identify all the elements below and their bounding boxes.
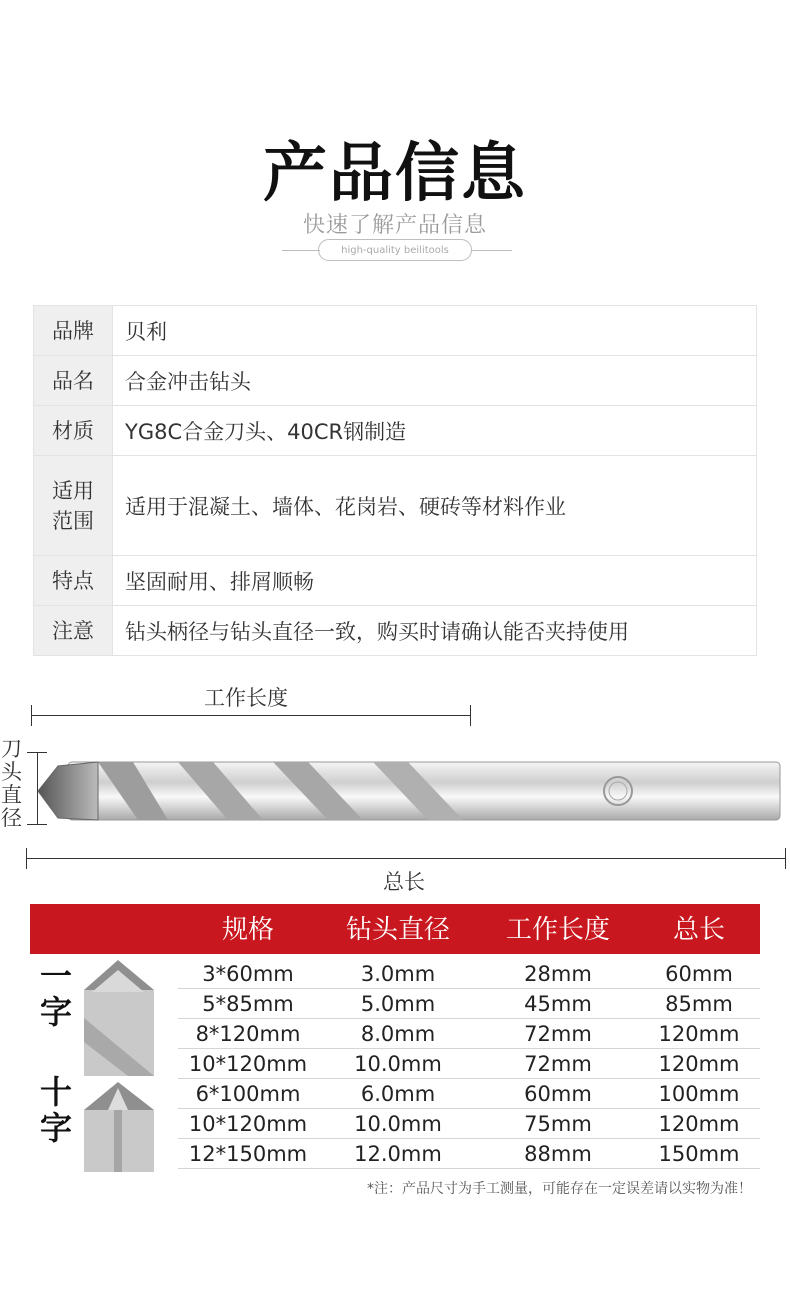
cell-spec: 10*120mm (188, 1112, 308, 1136)
info-value: YG8C合金刀头、40CR钢制造 (113, 406, 757, 456)
cell-total-length: 100mm (658, 1082, 740, 1106)
info-row-brand (34, 306, 757, 356)
cell-spec: 10*120mm (188, 1052, 308, 1076)
info-key: 品牌 (34, 306, 113, 356)
cross-tip-image (78, 1080, 160, 1172)
info-key: 品名 (34, 356, 113, 406)
info-key: 适用 范围 (34, 456, 113, 556)
cell-diameter: 5.0mm (360, 992, 436, 1016)
product-info-table (33, 305, 757, 656)
head-diameter-char: 头 (1, 760, 22, 784)
cell-total-length: 120mm (658, 1112, 740, 1136)
cell-diameter: 6.0mm (360, 1082, 436, 1106)
cell-working-length: 88mm (524, 1142, 592, 1166)
working-length-tick-right (470, 705, 471, 726)
info-value: 合金冲击钻头 (113, 356, 757, 406)
working-length-label: 工作长度 (204, 686, 288, 710)
total-length-line (26, 858, 786, 859)
cell-working-length: 60mm (524, 1082, 592, 1106)
type-char: 一 (39, 957, 72, 995)
info-value: 适用于混凝土、墙体、花岗岩、硬砖等材料作业 (113, 456, 757, 556)
cell-working-length: 72mm (524, 1052, 592, 1076)
header-working-length: 工作长度 (505, 915, 610, 945)
head-diameter-char: 径 (1, 806, 22, 830)
cell-total-length: 120mm (658, 1052, 740, 1076)
cell-spec: 5*85mm (202, 992, 294, 1016)
straight-tip-image (78, 958, 160, 1076)
header-spec: 规格 (221, 915, 274, 945)
head-diameter-char: 直 (1, 783, 22, 807)
total-length-tick-left (26, 848, 27, 869)
cell-spec: 8*120mm (195, 1022, 301, 1046)
cell-diameter: 12.0mm (354, 1142, 442, 1166)
table-row (178, 1138, 760, 1169)
info-row-note (34, 606, 757, 656)
type-char: 字 (39, 993, 72, 1031)
header-diameter: 钻头直径 (345, 915, 450, 945)
table-row (178, 1048, 760, 1079)
head-diameter-char: 刀 (1, 737, 22, 761)
cell-total-length: 150mm (658, 1142, 740, 1166)
table-row (178, 988, 760, 1019)
brand-tag: high-quality beilitools (318, 239, 472, 261)
head-diameter-label (1, 738, 23, 830)
cell-total-length: 85mm (665, 992, 733, 1016)
cell-diameter: 10.0mm (354, 1052, 442, 1076)
info-key: 材质 (34, 406, 113, 456)
cell-spec: 6*100mm (195, 1082, 301, 1106)
table-row (178, 1108, 760, 1139)
divider-right (472, 250, 512, 251)
cell-diameter: 8.0mm (360, 1022, 436, 1046)
info-key: 注意 (34, 606, 113, 656)
info-row-name (34, 356, 757, 406)
cell-diameter: 3.0mm (360, 962, 436, 986)
table-row (178, 1078, 760, 1109)
type-label-straight (36, 958, 76, 1030)
info-value: 贝利 (113, 306, 757, 356)
page-subtitle: 快速了解产品信息 (302, 213, 487, 238)
table-row (178, 958, 760, 989)
cell-working-length: 75mm (524, 1112, 592, 1136)
info-value: 坚固耐用、排屑顺畅 (113, 556, 757, 606)
header-total-length: 总长 (672, 915, 725, 945)
info-row-feature (34, 556, 757, 606)
cell-working-length: 72mm (524, 1022, 592, 1046)
table-row (178, 1018, 760, 1049)
type-char: 十 (39, 1073, 72, 1111)
info-row-material (34, 406, 757, 456)
cell-spec: 12*150mm (188, 1142, 308, 1166)
info-value: 钻头柄径与钻头直径一致，购买时请确认能否夹持使用 (113, 606, 757, 656)
cell-spec: 3*60mm (202, 962, 294, 986)
cell-working-length: 45mm (524, 992, 592, 1016)
cell-working-length: 28mm (524, 962, 592, 986)
drill-bit-image (28, 748, 788, 838)
footnote: *注：产品尺寸为手工测量，可能存在一定误差请以实物为准！ (367, 1181, 752, 1197)
info-key: 特点 (34, 556, 113, 606)
divider-left (282, 250, 320, 251)
total-length-tick-right (785, 848, 786, 869)
page-title: 产品信息 (263, 137, 527, 211)
cell-total-length: 120mm (658, 1022, 740, 1046)
info-row-usage (34, 456, 757, 556)
type-label-cross (36, 1074, 76, 1146)
working-length-line (31, 715, 471, 716)
type-char: 字 (39, 1109, 72, 1147)
cell-total-length: 60mm (665, 962, 733, 986)
cell-diameter: 10.0mm (354, 1112, 442, 1136)
spec-table-header (30, 904, 760, 954)
total-length-label: 总长 (383, 870, 425, 894)
working-length-tick-left (31, 705, 32, 726)
